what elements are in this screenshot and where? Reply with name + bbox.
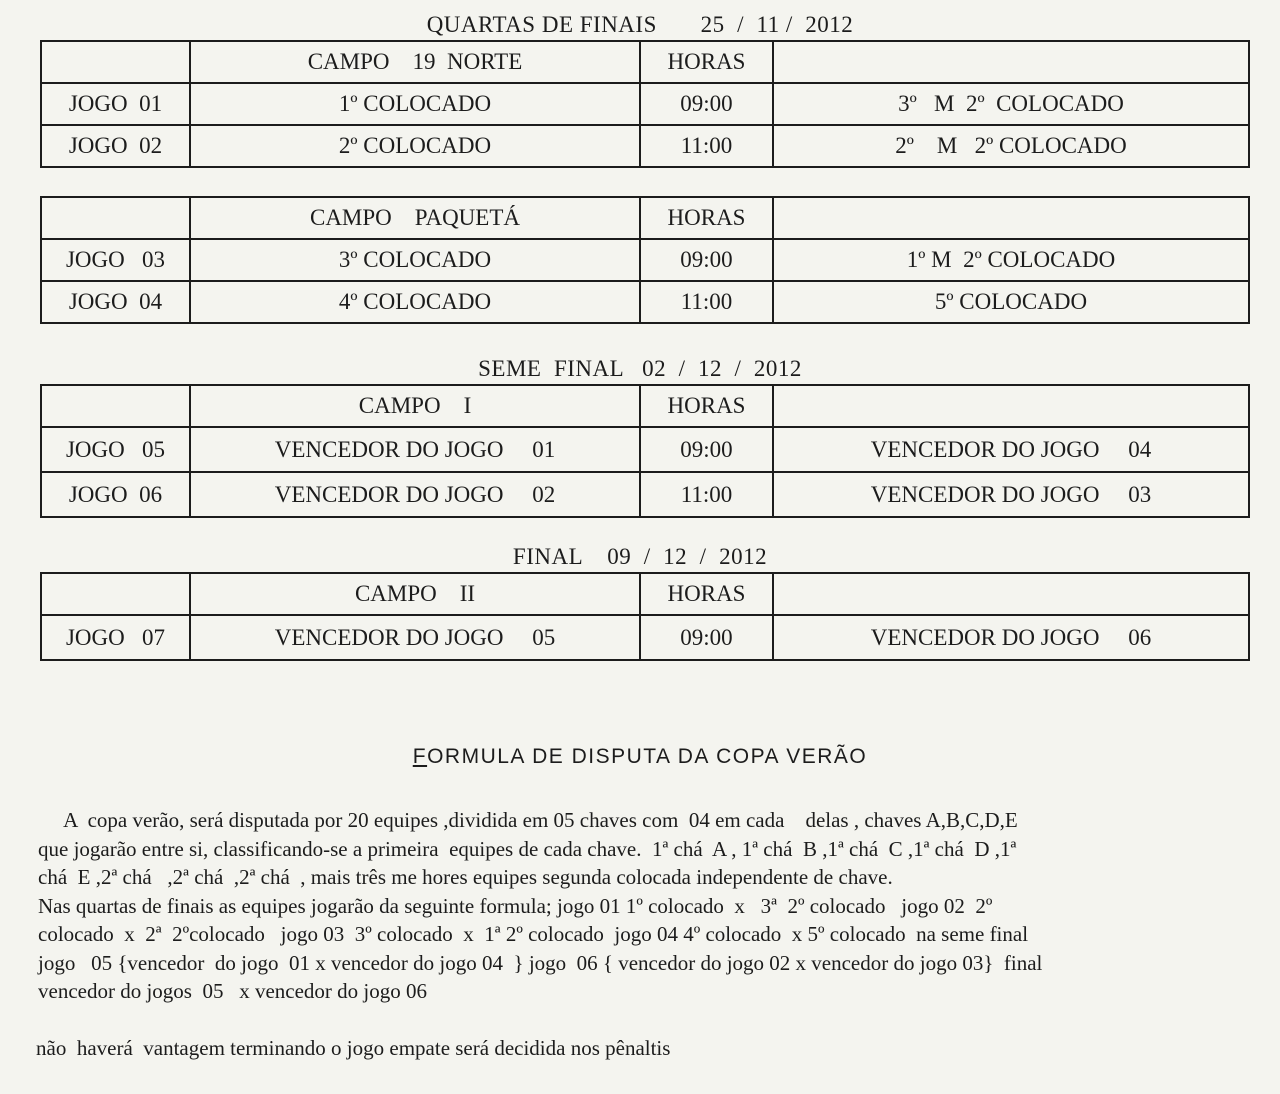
header-cell-campo: CAMPO PAQUETÁ xyxy=(190,197,640,239)
header-cell xyxy=(773,197,1249,239)
team-b-cell: 5º COLOCADO xyxy=(773,281,1249,323)
header-cell xyxy=(773,573,1249,615)
section-heading-final: FINAL 09 / 12 / 2012 xyxy=(512,544,768,569)
team-a-cell: VENCEDOR DO JOGO 05 xyxy=(190,615,640,660)
team-a-cell: VENCEDOR DO JOGO 02 xyxy=(190,472,640,517)
table-row xyxy=(41,239,1249,281)
formula-line: A copa verão, será disputada por 20 equipes ,dividida em 05 chaves com 04 em cada delas , chaves A,B,C,D,E xyxy=(38,808,1018,832)
section-heading-seme-final: SEME FINAL 02 / 12 / 2012 xyxy=(478,356,802,381)
header-cell xyxy=(41,385,190,427)
header-cell-horas: HORAS xyxy=(640,573,773,615)
table-header-row xyxy=(41,573,1249,615)
header-cell xyxy=(41,197,190,239)
table-row xyxy=(41,125,1249,167)
formula-line: colocado x 2ª 2ºcolocado jogo 03 3º colocado x 1ª 2º colocado jogo 04 4º colocado x 5º colocado na seme final xyxy=(38,922,1029,946)
formula-title-initial: F xyxy=(412,745,428,768)
time-cell: 09:00 xyxy=(640,239,773,281)
team-a-cell: 3º COLOCADO xyxy=(190,239,640,281)
formula-title-rest: ORMULA DE DISPUTA DA COPA VERÃO xyxy=(427,745,868,768)
formula-body xyxy=(38,806,1238,1006)
table-header-row xyxy=(41,197,1249,239)
table-header-row xyxy=(41,41,1249,83)
team-a-cell: VENCEDOR DO JOGO 01 xyxy=(190,427,640,472)
table-row xyxy=(41,472,1249,517)
header-cell-campo: CAMPO 19 NORTE xyxy=(190,41,640,83)
header-cell xyxy=(773,385,1249,427)
table-row xyxy=(41,427,1249,472)
formula-line: Nas quartas de finais as equipes jogarão da seguinte formula; jogo 01 1º colocado x 3ª 2º colocado jogo 02 2º xyxy=(38,893,993,918)
time-cell: 09:00 xyxy=(640,615,773,660)
time-cell: 09:00 xyxy=(640,427,773,472)
game-cell: JOGO 07 xyxy=(41,615,190,660)
formula-title xyxy=(0,745,1280,769)
game-cell: JOGO 02 xyxy=(41,125,190,167)
formula-line: chá E ,2ª chá ,2ª chá ,2ª chá , mais três me hores equipes segunda colocada independente de chave. xyxy=(38,865,893,889)
team-a-cell: 2º COLOCADO xyxy=(190,125,640,167)
team-b-cell: VENCEDOR DO JOGO 06 xyxy=(773,615,1249,660)
closing-note: não haverá vantagem terminando o jogo empate será decidida nos pênaltis xyxy=(36,1036,671,1060)
formula-line: vencedor do jogos 05 x vencedor do jogo 06 xyxy=(38,979,428,1003)
time-cell: 11:00 xyxy=(640,472,773,517)
header-cell-horas: HORAS xyxy=(640,197,773,239)
header-cell-campo: CAMPO I xyxy=(190,385,640,427)
schedule-table-campo-ii xyxy=(40,572,1250,661)
header-cell xyxy=(41,573,190,615)
team-b-cell: 1º M 2º COLOCADO xyxy=(773,239,1249,281)
header-cell xyxy=(773,41,1249,83)
team-a-cell: 4º COLOCADO xyxy=(190,281,640,323)
team-b-cell: 3º M 2º COLOCADO xyxy=(773,83,1249,125)
team-b-cell: 2º M 2º COLOCADO xyxy=(773,125,1249,167)
team-b-cell: VENCEDOR DO JOGO 04 xyxy=(773,427,1249,472)
game-cell: JOGO 03 xyxy=(41,239,190,281)
game-cell: JOGO 04 xyxy=(41,281,190,323)
header-cell-horas: HORAS xyxy=(640,385,773,427)
time-cell: 09:00 xyxy=(640,83,773,125)
time-cell: 11:00 xyxy=(640,281,773,323)
section-heading-quartas: QUARTAS DE FINAIS 25 / 11 / 2012 xyxy=(426,12,854,37)
table-row xyxy=(41,83,1249,125)
game-cell: JOGO 06 xyxy=(41,472,190,517)
header-cell-campo: CAMPO II xyxy=(190,573,640,615)
header-cell-horas: HORAS xyxy=(640,41,773,83)
schedule-table-campo-19-norte xyxy=(40,40,1250,168)
schedule-table-campo-paqueta xyxy=(40,196,1250,324)
game-cell: JOGO 01 xyxy=(41,83,190,125)
table-header-row xyxy=(41,385,1249,427)
header-cell xyxy=(41,41,190,83)
time-cell: 11:00 xyxy=(640,125,773,167)
game-cell: JOGO 05 xyxy=(41,427,190,472)
table-row xyxy=(41,281,1249,323)
team-a-cell: 1º COLOCADO xyxy=(190,83,640,125)
schedule-table-campo-i xyxy=(40,384,1250,518)
formula-line: que jogarão entre si, classificando-se a primeira equipes de cada chave. 1ª chá A , 1ª chá B ,1ª chá C ,1ª chá D ,1ª xyxy=(38,836,1017,861)
team-b-cell: VENCEDOR DO JOGO 03 xyxy=(773,472,1249,517)
formula-line: jogo 05 {vencedor do jogo 01 x vencedor do jogo 04 } jogo 06 { vencedor do jogo 02 x vencedor do jogo 03} final xyxy=(38,950,1043,975)
table-row xyxy=(41,615,1249,660)
